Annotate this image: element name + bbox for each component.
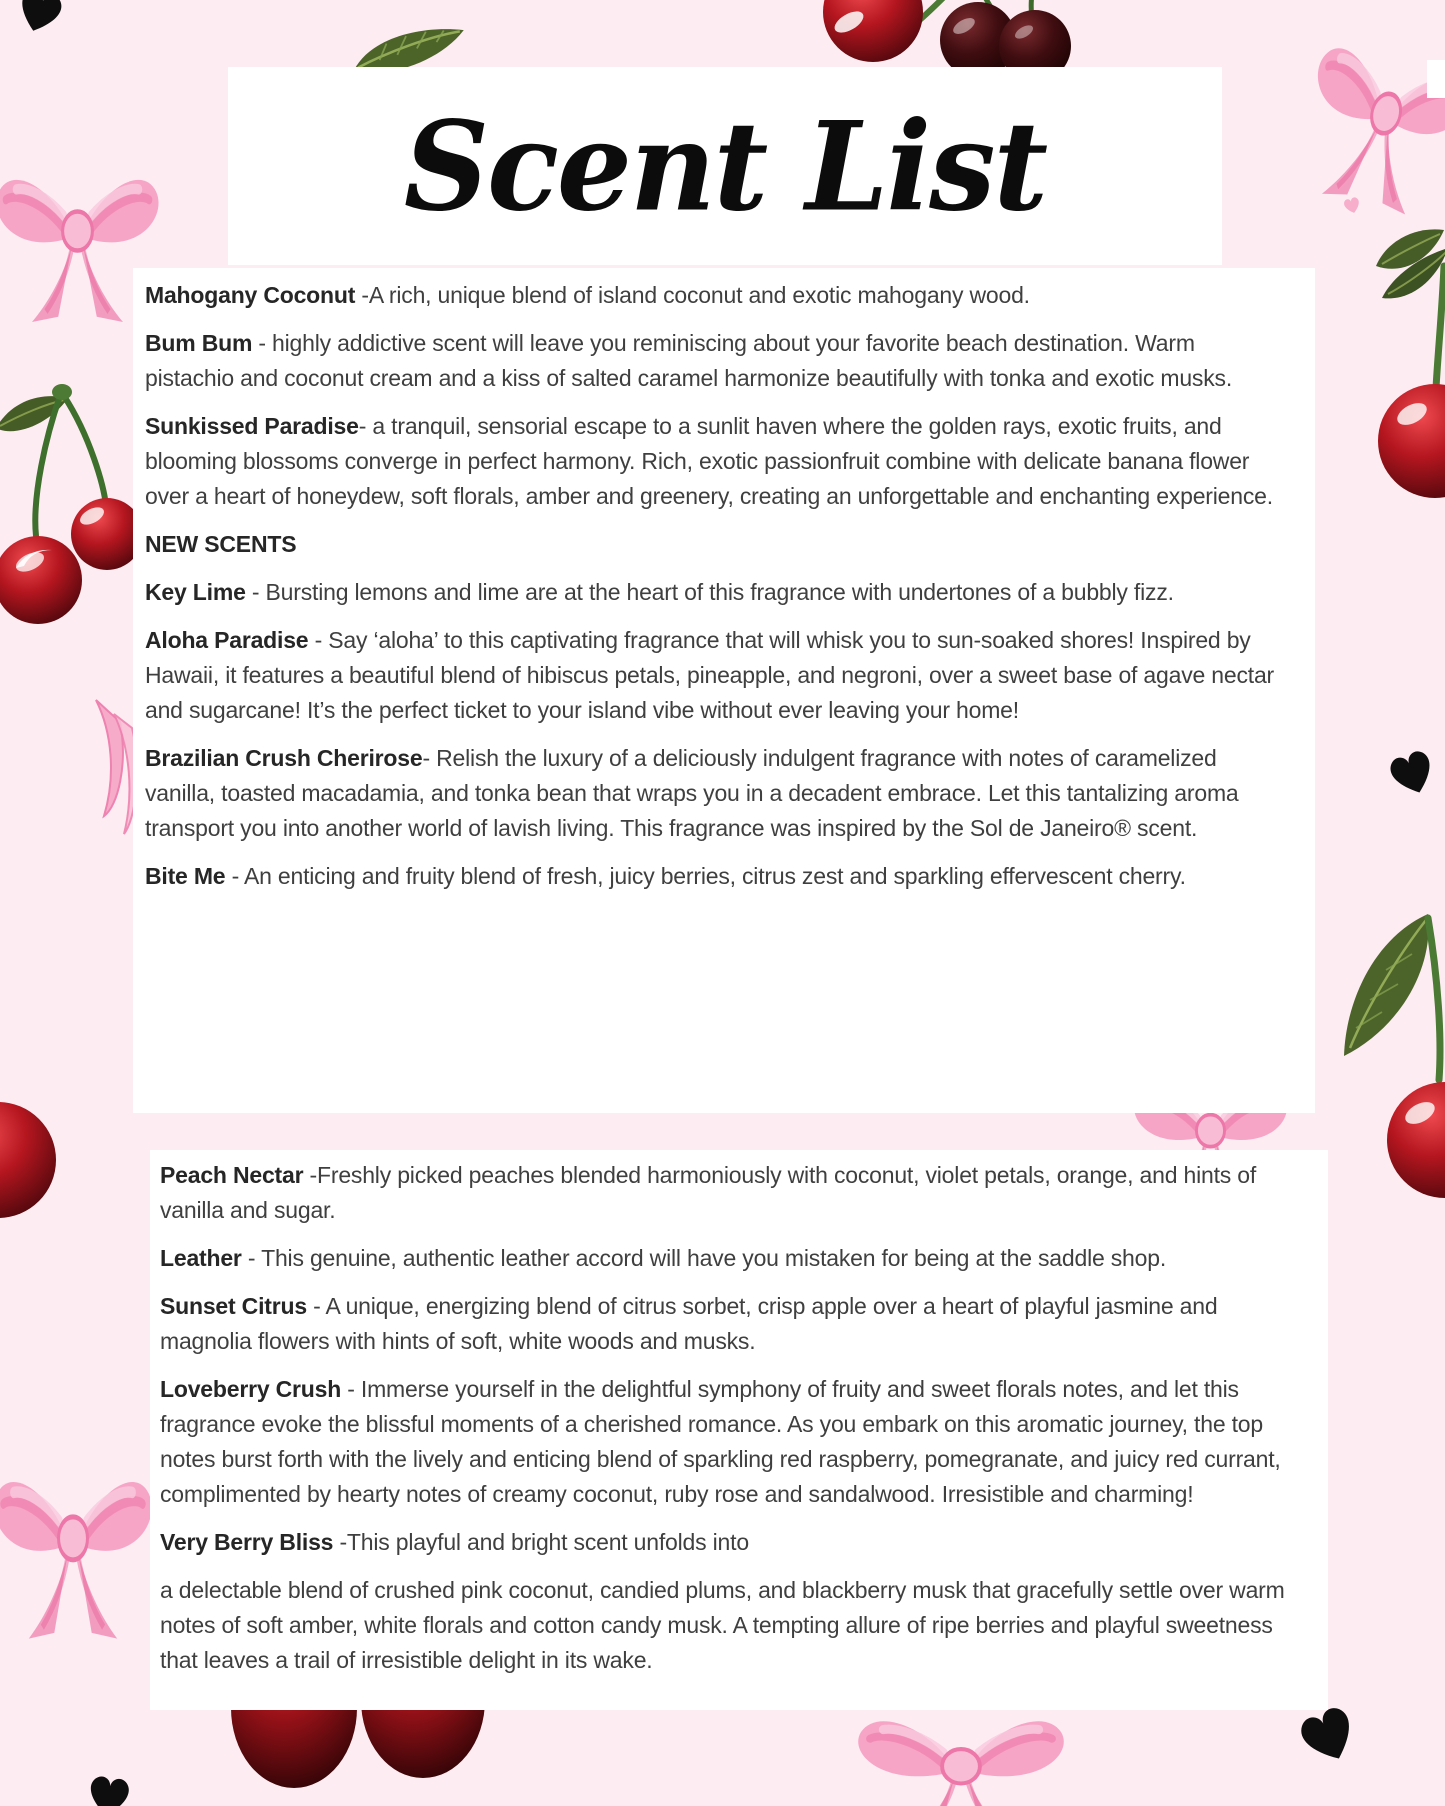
scent-list-block-bottom	[150, 1150, 1328, 1710]
cherry-icon	[0, 1090, 60, 1240]
scent-paragraph	[145, 623, 1280, 728]
title-card	[228, 67, 1222, 265]
scent-paragraph	[145, 575, 1280, 610]
scent-description: - An enticing and fruity blend of fresh, juicy berries, citrus zest and sparkling effervescent cherry.	[225, 863, 1186, 889]
scent-paragraph	[160, 1372, 1293, 1512]
scent-list-block-top	[133, 268, 1315, 1113]
scent-name: Key Lime	[145, 579, 246, 605]
bow-icon	[0, 1438, 158, 1653]
scent-name: Peach Nectar	[160, 1162, 304, 1188]
scent-paragraph	[145, 741, 1280, 846]
scent-description: - A unique, energizing blend of citrus sorbet, crisp apple over a heart of playful jasmine and magnolia flowers with hints of soft, white woods and musks.	[160, 1293, 1218, 1354]
scent-description: - Say ‘aloha’ to this captivating fragrance that will whisk you to sun-soaked shores! Inspired by Hawaii, it features a beautiful blend of hibiscus petals, pineapple, and negroni, over a sweet base of agave nectar and sugarcane! It’s the perfect ticket to your island vibe without ever leaving your home!	[145, 627, 1275, 723]
scent-description: a delectable blend of crushed pink coconut, candied plums, and blackberry musk that gracefully settle over warm notes of soft amber, white florals and cotton candy musk. A tempting allure of ripe berries and playful sweetness that leaves a trail of irresistible delight in its wake.	[160, 1577, 1285, 1673]
scent-name: Aloha Paradise	[145, 627, 309, 653]
scent-name: Mahogany Coconut	[145, 282, 356, 308]
cherry-pair-icon	[0, 376, 146, 638]
scent-name: Bite Me	[145, 863, 226, 889]
scent-name: Loveberry Crush	[160, 1376, 342, 1402]
scent-paragraph	[160, 1241, 1293, 1276]
scent-description: - highly addictive scent will leave you reminiscing about your favorite beach destination. Warm pistachio and coconut cream and a kiss of salted caramel harmonize beautifully with tonka and exotic musks.	[145, 330, 1233, 391]
white-notch	[1427, 60, 1445, 98]
bow-tail-icon	[84, 698, 140, 838]
scent-name: Leather	[160, 1245, 242, 1271]
bow-icon	[1280, 3, 1445, 237]
cherry-branch-icon	[1374, 222, 1445, 512]
scent-paragraph	[145, 859, 1280, 894]
scent-description: -Freshly picked peaches blended harmoniously with coconut, violet petals, orange, and hints of vanilla and sugar.	[160, 1162, 1257, 1223]
scent-description: - This genuine, authentic leather accord will have you mistaken for being at the saddle shop.	[241, 1245, 1167, 1271]
scent-description: - a tranquil, sensorial escape to a sunlit haven where the golden rays, exotic fruits, and blooming blossoms converge in perfect harmony. Rich, exotic passionfruit combine with delicate banana flower over a heart of honeydew, soft florals, amber and greenery, creating an unforgettable and enchanting experience.	[145, 413, 1273, 509]
heart-icon	[81, 1769, 137, 1806]
scent-paragraph	[145, 527, 1280, 562]
scent-name: Very Berry Bliss	[160, 1529, 334, 1555]
scent-description: -A rich, unique blend of island coconut and exotic mahogany wood.	[355, 282, 1030, 308]
scent-paragraph	[160, 1525, 1293, 1560]
page-title: Scent List	[403, 93, 1047, 239]
scent-description: - Relish the luxury of a deliciously indulgent fragrance with notes of caramelized vanilla, toasted macadamia, and tonka bean that wraps you in a decadent embrace. Let this tantalizing aroma transport you into another world of lavish living. This fragrance was inspired by the Sol de Janeiro® scent.	[145, 745, 1239, 841]
scent-paragraph	[145, 278, 1280, 313]
scent-name: Sunset Citrus	[160, 1293, 307, 1319]
scent-paragraph	[160, 1573, 1293, 1678]
scent-name: Bum Bum	[145, 330, 253, 356]
scent-paragraph	[145, 326, 1280, 396]
scent-description: -This playful and bright scent unfolds into	[333, 1529, 749, 1555]
scent-paragraph	[160, 1289, 1293, 1359]
scent-name: NEW SCENTS	[145, 531, 297, 557]
scent-paragraph	[160, 1158, 1293, 1228]
scent-name: Brazilian Crush Cherirose	[145, 745, 423, 771]
heart-icon	[8, 0, 72, 41]
cherry-branch-icon	[1342, 908, 1445, 1208]
scent-paragraph	[145, 409, 1280, 514]
heart-icon	[1379, 741, 1444, 804]
scent-description: - Bursting lemons and lime are at the heart of this fragrance with undertones of a bubbly fizz.	[245, 579, 1174, 605]
scent-description: - Immerse yourself in the delightful symphony of fruity and sweet florals notes, and let this fragrance evoke the blissful moments of a cherished romance. As you embark on this aromatic journey, the top notes burst forth with the lively and enticing blend of sparkling red raspberry, pomegranate, and juicy red currant, complimented by hearty notes of creamy coconut, ruby rose and sandalwood. Irresistible and charming!	[160, 1376, 1281, 1507]
scent-name: Sunkissed Paradise	[145, 413, 359, 439]
